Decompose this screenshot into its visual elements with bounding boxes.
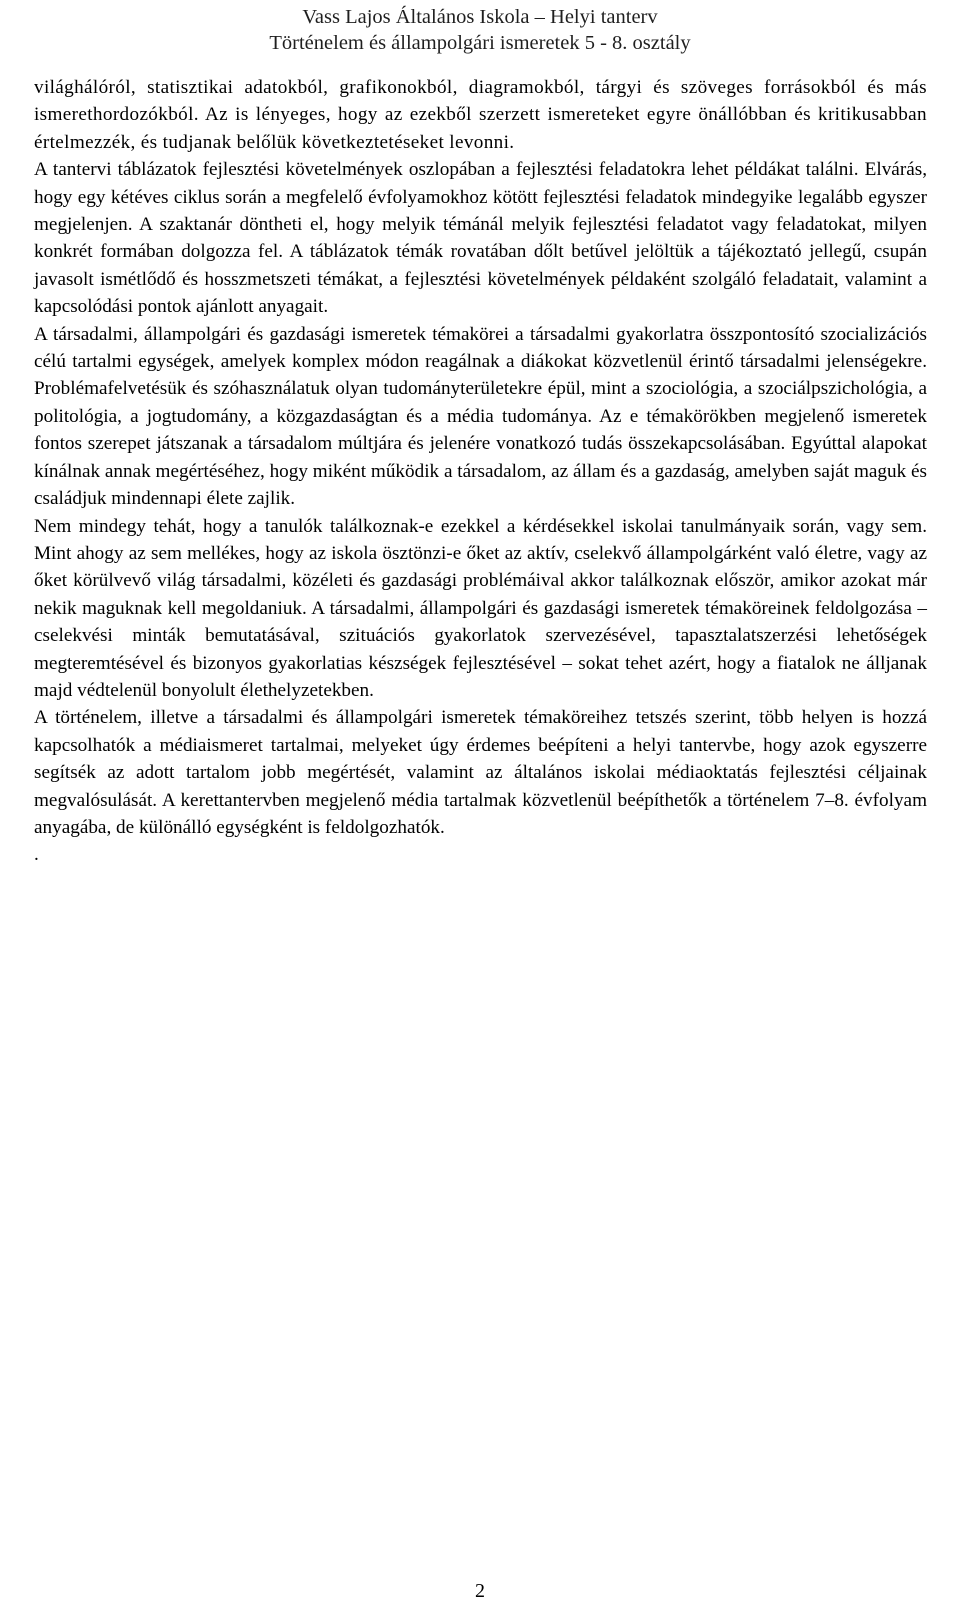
- paragraph-trailing-dot: .: [34, 844, 39, 866]
- paragraph-active-citizenship: Nem mindegy tehát, hogy a tanulók találkoznak-e ezekkel a kérdésekkel iskolai tanulmányaik során, vagy sem. Mint ahogy az sem mellékes, hogy az iskola ösztönzi-e őket az aktív, cselekvő állampolgárként való életre, vagy az őket körülvevő világ társadalmi, közéleti és gazdasági problémáival akkor találkoznak először, amikor azokat már nekik maguknak kell megoldaniuk. A társadalmi, állampolgári és gazdasági ismeretek témaköreinek feldolgozása – cselekvési minták bemutatásával, szituációs gyakorlatok szervezésével, tapasztalatszerzési lehetőségek megteremtésével és bizonyos gyakorlatias készségek fejlesztésével – sokat tehet azért, hogy a fiatalok ne álljanak majd védtelenül bonyolult élethelyzetekben.: [34, 515, 927, 701]
- paragraph-sources: világhálóról, statisztikai adatokból, grafikonokból, diagramokból, tárgyi és szöveges forrásokból és más ismerethordozókból. Az is lényeges, hogy az ezekből szerzett ismereteket egyre önállóbban és kritikusabban értelmezzék, és tudjanak belőlük következtetéseket levonni.: [34, 77, 927, 153]
- header-school-title: Vass Lajos Általános Iskola – Helyi tanterv: [302, 6, 658, 28]
- page-number: 2: [475, 1580, 485, 1602]
- header-subject-title: Történelem és állampolgári ismeretek 5 - 8. osztály: [269, 32, 691, 54]
- document-body: [34, 74, 927, 869]
- paragraph-curriculum-tables: A tantervi táblázatok fejlesztési követelmények oszlopában a fejlesztési feladatokra lehet példákat találni. Elvárás, hogy egy kétéves ciklus során a megfelelő évfolyamokhoz kötött fejlesztési feladatok mindegyike legalább egyszer megjelenjen. A szaktanár döntheti el, hogy melyik témánál melyik fejlesztési feladatot vagy feladatokat, milyen konkrét formában dolgozza fel. A táblázatok témák rovatában dőlt betűvel jelöltük a tájékoztató jellegű, csupán javasolt ismétlődő és hosszmetszeti témákat, a fejlesztési követelmények példaként szolgáló feladatait, valamint a kapcsolódási pontok ajánlott anyagait.: [34, 159, 927, 318]
- paragraph-media-literacy: A történelem, illetve a társadalmi és állampolgári ismeretek témaköreihez tetszés szerint, több helyen is hozzá kapcsolhatók a médiaismeret tartalmai, melyeket úgy érdemes beépíteni a helyi tantervbe, hogy azok egyszerre segítsék az adott tartalom jobb megértését, valamint az általános iskolai médiaoktatás fejlesztési céljainak megvalósulását. A kerettantervben megjelenő média tartalmak közvetlenül beépíthetők a történelem 7–8. évfolyam anyagába, de különálló egységként is feldolgozhatók.: [34, 707, 927, 838]
- paragraph-social-topics: A társadalmi, állampolgári és gazdasági ismeretek témakörei a társadalmi gyakorlatra összpontosító szocializációs célú tartalmi egységek, amelyek komplex módon reagálnak a diákokat közvetlenül érintő társadalmi jelenségekre. Problémafelvetésük és szóhasználatuk olyan tudományterületekre épül, mint a szociológia, a szociálpszichológia, a politológia, a jogtudomány, a közgazdaságtan és a média tudománya. Az e témakörökben megjelenő ismeretek fontos szerepet játszanak a társadalom múltjára és jelenére vonatkozó tudás összekapcsolásában. Egyúttal alapokat kínálnak annak megértéséhez, hogy miként működik a társadalom, az állam és a gazdaság, amelyben saját maguk és családjuk mindennapi élete zajlik.: [34, 323, 927, 510]
- page-header: [0, 4, 960, 56]
